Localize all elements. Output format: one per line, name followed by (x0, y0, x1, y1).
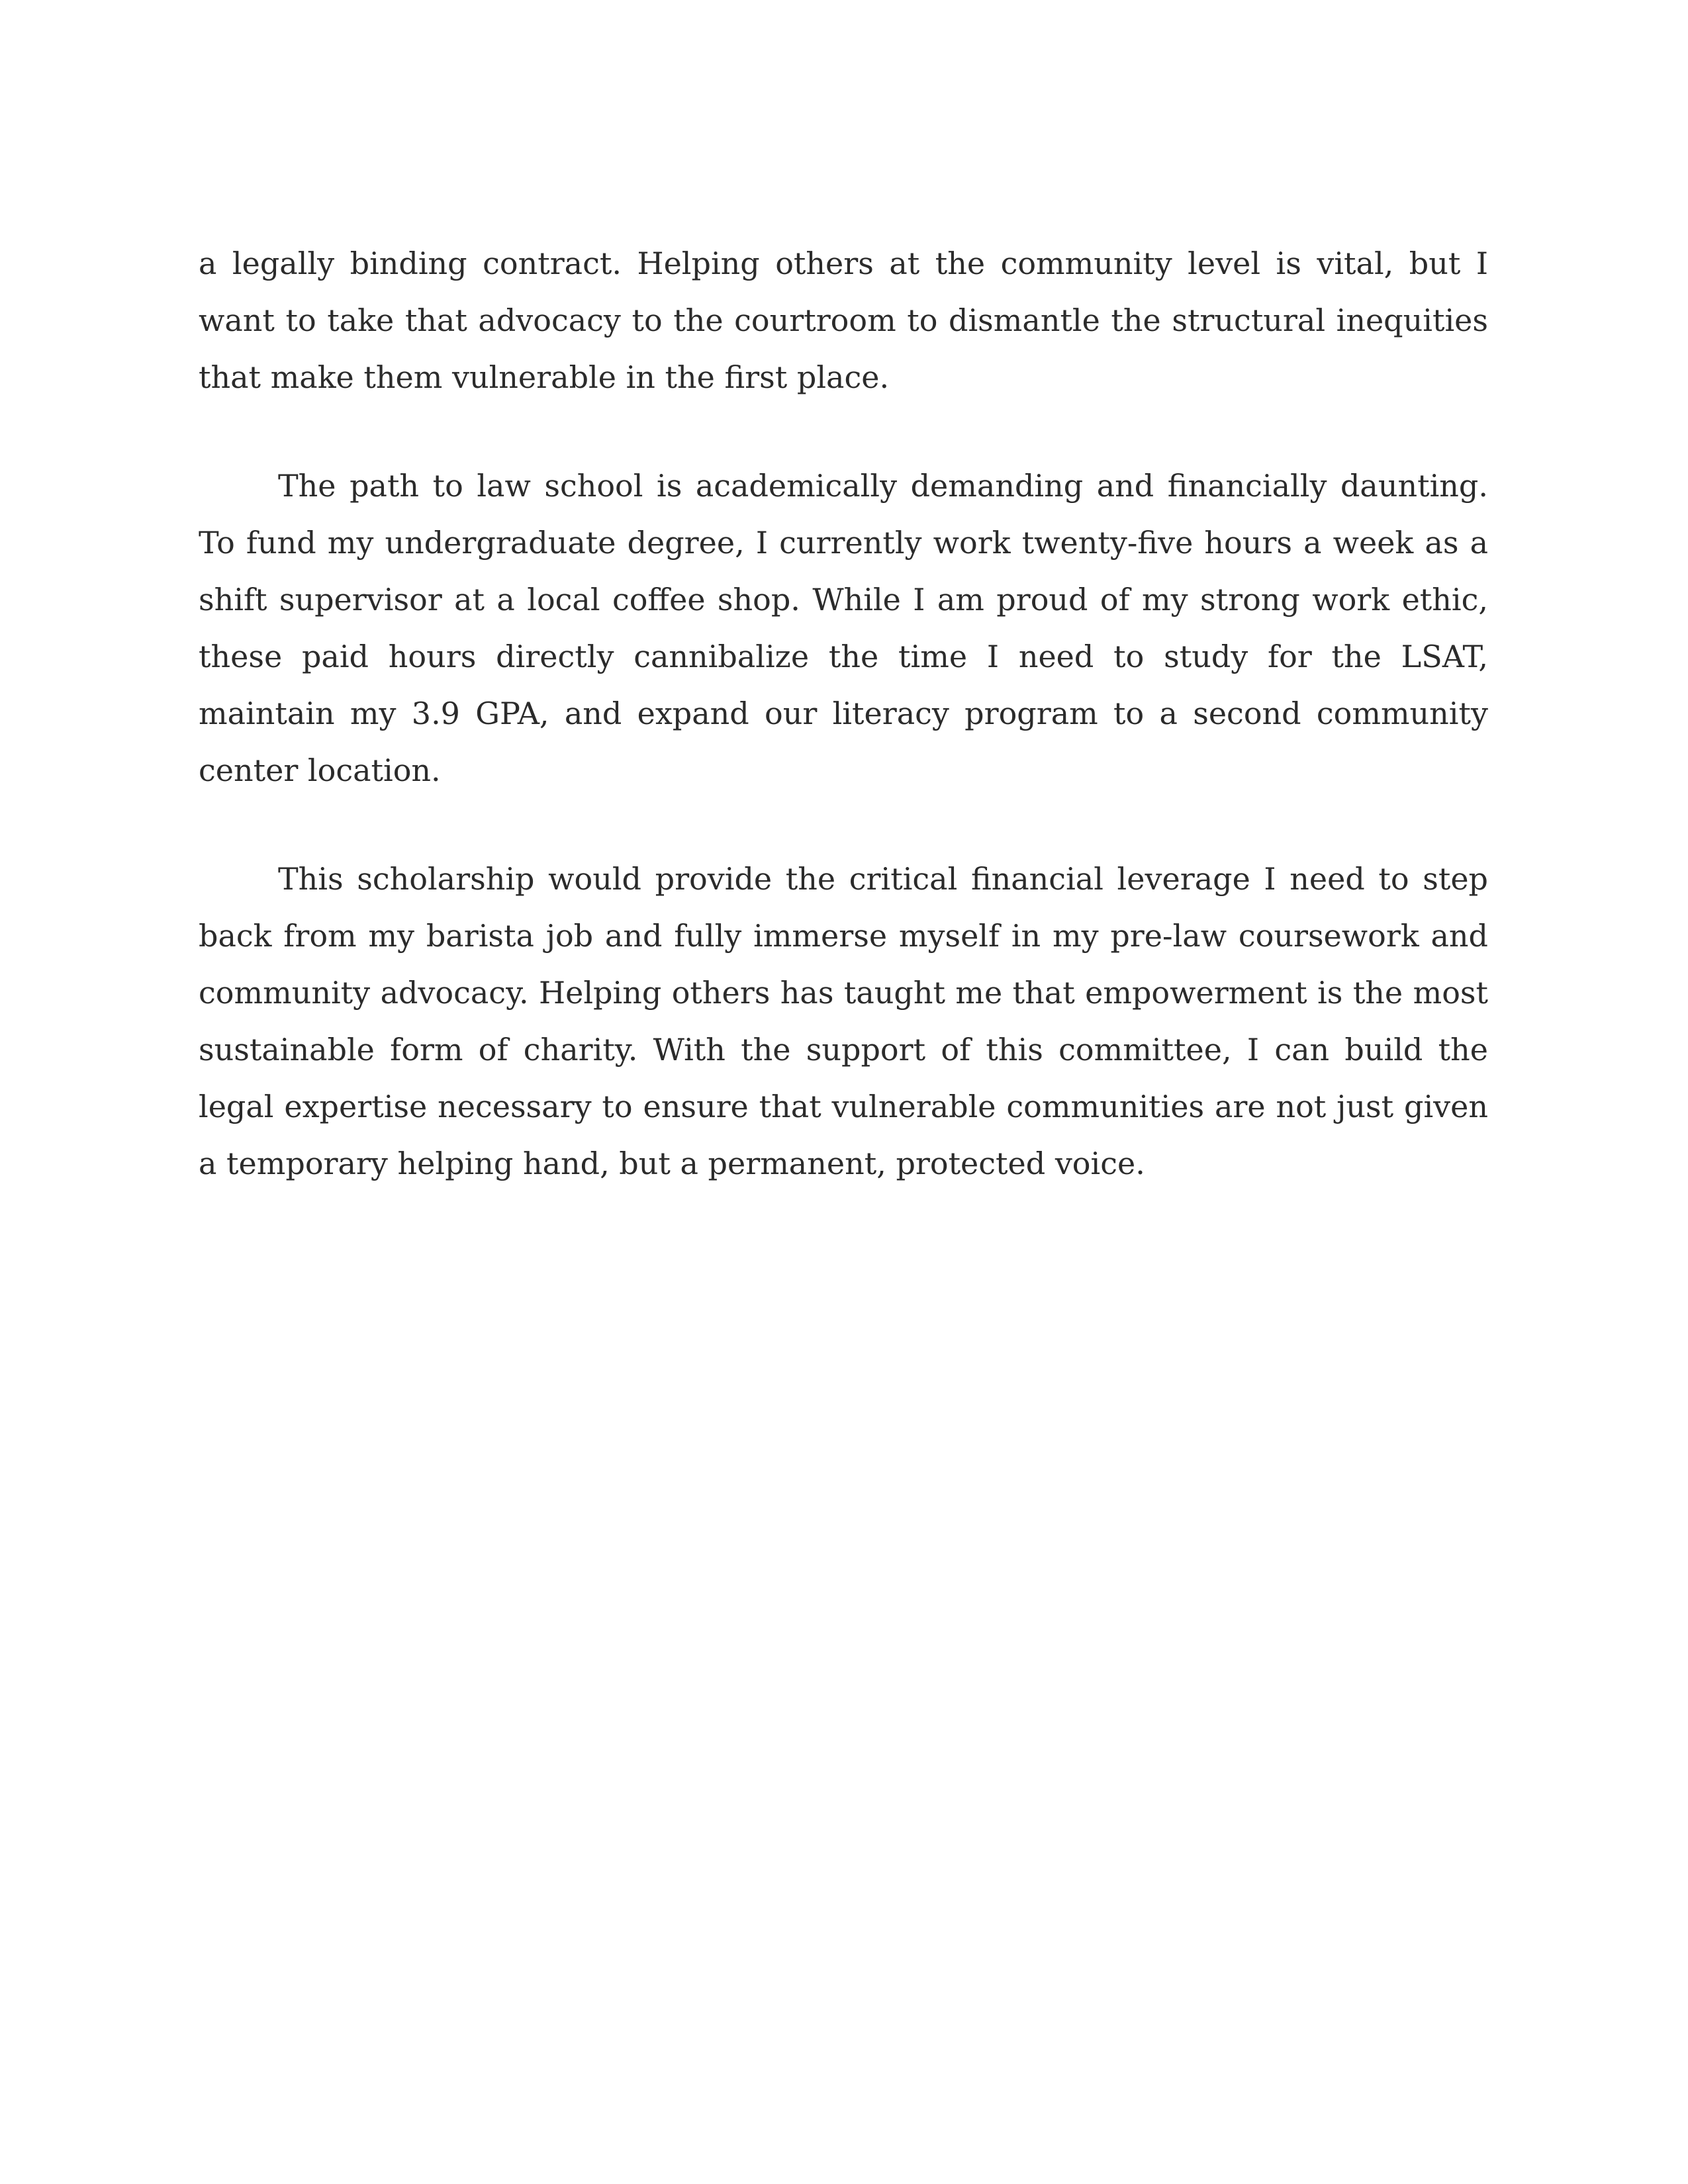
paragraph-financial-need: The path to law school is academically demanding and financially daunting. To fund my undergraduate degree, I currently work twenty-five hours a week as a shift supervisor at a local coffee shop. While I am proud of my strong work ethic, these paid hours directly cannibalize the time I need to study for the LSAT, maintain my 3.9 GPA, and expand our literacy program to a second community center location. (199, 468, 1488, 788)
essay-body (199, 235, 1488, 1244)
paragraph-continuation: a legally binding contract. Helping others at the community level is vital, but I want to take that advocacy to the courtroom to dismantle the structural inequities that make them vulnerable in the first place. (199, 246, 1488, 395)
paragraph-scholarship-impact: This scholarship would provide the critical financial leverage I need to step back from my barista job and fully immerse myself in my pre-law coursework and community advocacy. Helping others has taught me that empowerment is the most sustainable form of charity. With the support of this committee, I can build the legal expertise necessary to ensure that vulnerable communities are not just given a temporary helping hand, but a permanent, protected voice. (199, 861, 1488, 1181)
